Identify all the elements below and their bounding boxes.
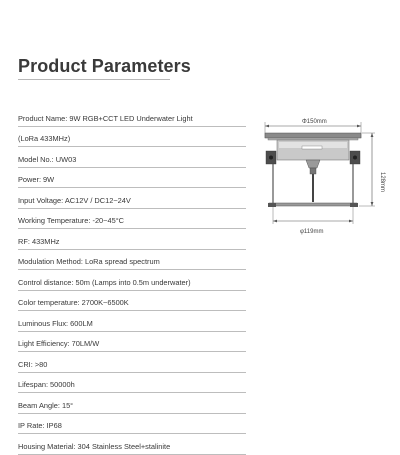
param-power: Power: 9W <box>18 168 246 189</box>
param-lifespan: Lifespan: 50000h <box>18 373 246 394</box>
param-light-efficiency: Light Efficiency: 70LM/W <box>18 332 246 353</box>
base-left-foot <box>268 203 276 207</box>
param-product-name: Product Name: 9W RGB+CCT LED Underwater Light <box>18 106 246 127</box>
height-arrow-bottom <box>371 202 374 206</box>
param-model-no: Model No.: UW03 <box>18 147 246 168</box>
param-luminous-flux: Luminous Flux: 600LM <box>18 311 246 332</box>
underwater-light-diagram <box>248 110 398 250</box>
param-housing-material: Housing Material: 304 Stainless Steel+stalinite <box>18 434 246 455</box>
lamp-label-plate <box>302 146 322 149</box>
param-control-distance: Control distance: 50m (Lamps into 0.5m underwater) <box>18 270 246 291</box>
left-bracket-bolt <box>269 156 273 160</box>
param-working-temperature: Working Temperature: -20~45°C <box>18 209 246 230</box>
param-product-name-cont: (LoRa 433MHz) <box>18 127 246 148</box>
top-width-label: Φ150mm <box>302 119 327 125</box>
param-ip-rate: IP Rate: IP68 <box>18 414 246 435</box>
param-rf: RF: 433MHz <box>18 229 246 250</box>
param-input-voltage: Input Voltage: AC12V / DC12~24V <box>18 188 246 209</box>
bottom-width-label: φ119mm <box>300 229 324 235</box>
height-arrow-top <box>371 133 374 137</box>
param-modulation-method: Modulation Method: LoRa spread spectrum <box>18 250 246 271</box>
param-color-temperature: Color temperature: 2700K~6500K <box>18 291 246 312</box>
top-width-arrow-left <box>265 125 269 128</box>
base-plate <box>269 203 357 206</box>
top-width-arrow-right <box>357 125 361 128</box>
param-cri: CRI: >80 <box>18 352 246 373</box>
bottom-width-arrow-right <box>349 220 353 223</box>
param-beam-angle: Beam Angle: 15° <box>18 393 246 414</box>
lamp-rim <box>265 133 361 138</box>
height-label: 128mm <box>379 172 385 193</box>
right-bracket-bolt <box>353 156 357 160</box>
parameter-list <box>18 106 246 455</box>
lamp-rim-lip <box>268 138 358 140</box>
cable-gland-nut <box>310 168 316 174</box>
title-underline <box>18 79 170 80</box>
cable-gland <box>306 160 320 168</box>
base-right-foot <box>350 203 358 207</box>
dimension-drawing <box>248 110 398 250</box>
page-title: Product Parameters <box>18 56 191 76</box>
bottom-width-arrow-left <box>273 220 277 223</box>
